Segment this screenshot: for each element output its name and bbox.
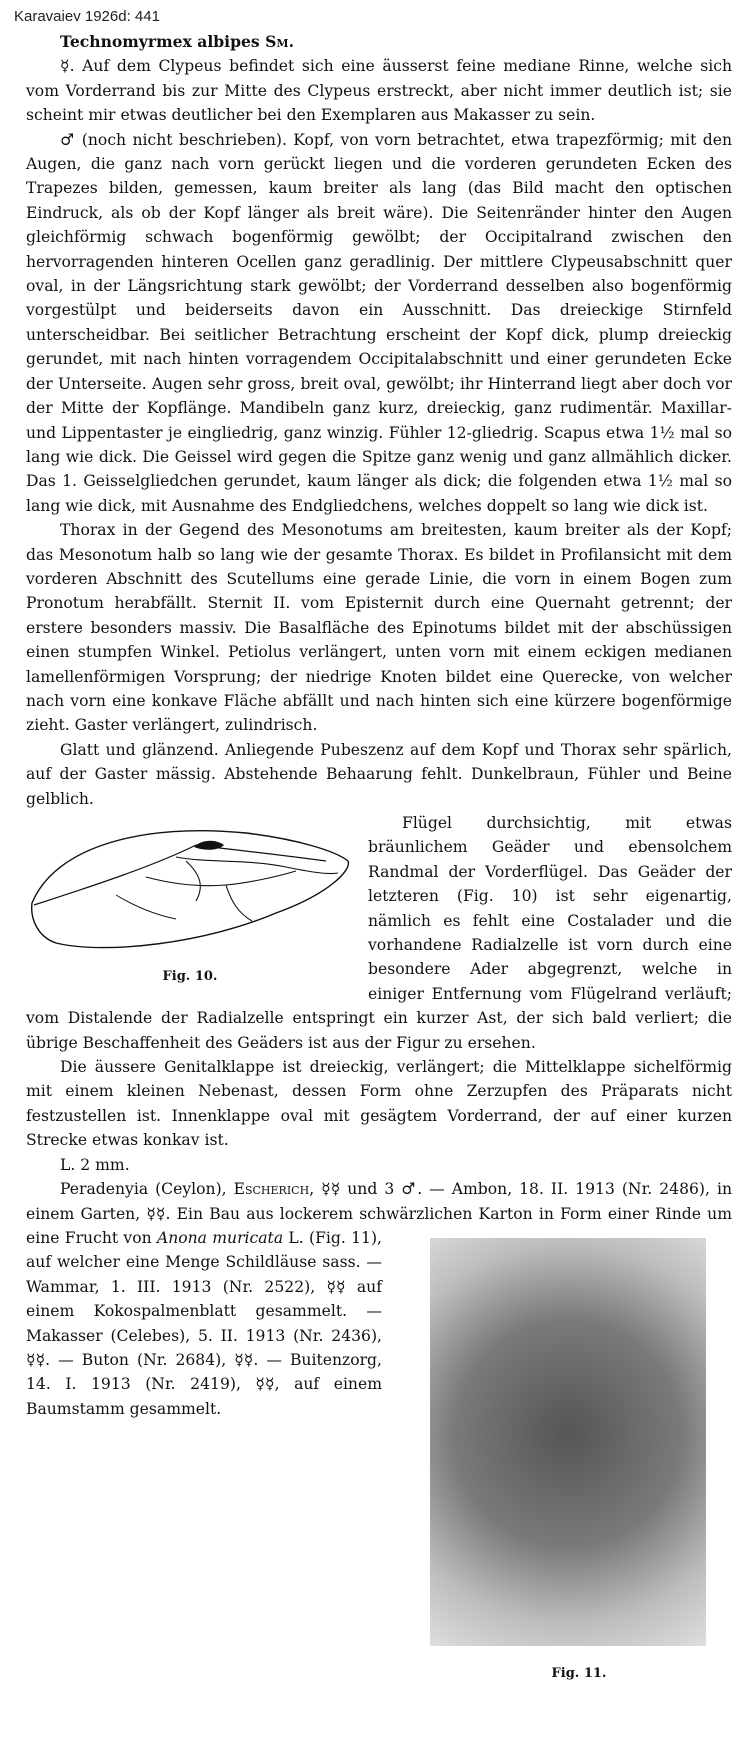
plant-name: Anona muricata	[156, 1228, 284, 1247]
male-head-paragraph: ♂ (noch nicht beschrieben). Kopf, von vorn betrachtet, etwa trapezförmig; mit den Augen, die ganz nach vorn gerückt liegen und die vorderen gerundeten Ecken des Trapezes bilden, gemessen, kaum breiter als lang (das Bild macht den optischen Eindruck, als ob der Kopf länger als breit wäre). Die Seitenränder hinter den Augen gleichförmig schwach bogenförmig gewölbt; der Occipitalrand zwischen den hervorragenden hinteren Ocellen ganz geradlinig. Der mittlere Clypeusabschnitt quer oval, in der Längsrichtung stark gewölbt; der Vorderrand desselben also bogenförmig vorgestülpt und beiderseits davon ein Ausschnitt. Das dreieckige Stirnfeld unterscheidbar. Bei seitlicher Betrachtung erscheint der Kopf dick, plump dreieckig gerundet, mit nach hinten vorragendem Occipitalabschnitt und einer gerundeten Ecke der Unterseite. Augen sehr gross, breit oval, gewölbt; ihr Hinterrand liegt aber doch vor der Mitte der Kopflänge. Mandibeln ganz kurz, dreieckig, ganz rudimentär. Maxillar- und Lippentaster je eingliedrig, ganz winzig. Fühler 12-gliedrig. Scapus etwa 1½ mal so lang wie dick. Die Geissel wird gegen die Spitze ganz wenig und ganz allmählich dicker. Das 1. Geisselgliedchen gerundet, kaum länger als dick; die folgenden etwa 1½ mal so lang wie dick, mit Ausnahme des Endgliedchens, welches doppelt so lang wie dick ist.	[26, 130, 732, 515]
figure-11-nest	[392, 1230, 732, 1686]
species-heading	[26, 30, 732, 54]
figure-10-caption: Fig. 10.	[162, 968, 218, 984]
collector-name: Escherich	[233, 1180, 310, 1199]
taxon-author: Sm.	[265, 32, 295, 51]
wings-paragraph: Flügel durchsichtig, mit etwas bräunlichem Geäder und ebensolchem Randmal der Vorderflügel. Das Geäder der letzteren (Fig. 10) ist sehr eigenartig, nämlich es fehlt eine Costalader und die vorhandene Radialzelle ist vorn durch eine besondere Ader abgegrenzt, welche in einiger Entfernung vom Flügelrand verläuft; vom Distalende der Radialzelle entspringt ein kurzer Ast, der sich bald verliert; die übrige Beschaffenheit des Geäders ist aus der Figur zu ersehen.	[26, 814, 732, 1052]
localities-text-2: , ☿☿ und 3 ♂. — Ambon, 18. II. 1913 (Nr. 2486), in einem Garten, ☿☿. Ein Bau aus lockerem schwärzlichen Karton in Form einer Rinde um eine Frucht von	[26, 1180, 732, 1247]
localities-text-1: Peradenyia (Ceylon),	[60, 1180, 234, 1199]
localities-text-3: L. (Fig. 11), auf welcher eine Menge Schildläuse sass. — Wammar, 1. III. 1913 (Nr. 2522), ☿☿ auf einem Kokospalmenblatt gesammelt. — Makasser (Celebes), 5. II. 1913 (Nr. 2436), ☿☿. — Buton (Nr. 2684), ☿☿. — Buitenzorg, 14. I. 1913 (Nr. 2419), ☿☿, auf einem Baumstamm gesammelt.	[26, 1228, 382, 1418]
surface-paragraph: Glatt und glänzend. Anliegende Pubeszenz auf dem Kopf und Thorax sehr spärlich, auf der Gaster mässig. Abstehende Behaarung fehlt. Dunkelbraun, Fühler und Beine gelblich.	[26, 740, 732, 808]
article-body	[26, 30, 732, 1686]
page-header: Karavaiev 1926d: 441	[14, 8, 160, 25]
worker-paragraph: ☿. Auf dem Clypeus befindet sich eine äusserst feine mediane Rinne, welche sich vom Vorderrand bis zur Mitte des Clypeus erstreckt, aber nicht immer deutlich ist; sie scheint mir etwas deutlicher bei den Exemplaren aus Makasser zu sein.	[26, 57, 732, 125]
figure-11-caption: Fig. 11.	[551, 1665, 607, 1681]
taxon-name: Technomyrmex albipes	[60, 32, 260, 51]
wing-venation-drawing	[26, 815, 354, 965]
length-line: L. 2 mm.	[60, 1155, 130, 1174]
figure-10-wing	[26, 815, 354, 989]
nest-photograph	[430, 1238, 706, 1646]
thorax-paragraph: Thorax in der Gegend des Mesonotums am breitesten, kaum breiter als der Kopf; das Mesonotum halb so lang wie der gesamte Thorax. Es bildet in Profilansicht mit dem vorderen Abschnitt des Scutellums eine gerade Linie, die vorn in einem Bogen zum Pronotum herabfällt. Sternit II. vom Episternit durch eine Quernaht getrennt; der erstere besonders massiv. Die Basalfläche des Epinotums bildet mit der abschüssigen einen stumpfen Winkel. Petiolus verlängert, unten vorn mit einem eckigen medianen lamellenförmigen Vorsprung; der niedrige Knoten bildet eine Querecke, von welcher nach vorn eine konkave Fläche abfällt und nach hinten sich eine kürzere bogenförmige zieht. Gaster verlängert, zulindrisch.	[26, 521, 732, 735]
localities-paragraph	[26, 1177, 732, 1681]
genitalia-paragraph: Die äussere Genitalklappe ist dreieckig, verlängert; die Mittelklappe sichelförmig mit einem kleinen Nebenast, dessen Form ohne Zerzupfen des Präparats nicht festzustellen ist. Innenklappe oval mit gesägtem Vorderrand, der auf einer kurzen Strecke etwas konkav ist.	[26, 1058, 732, 1150]
